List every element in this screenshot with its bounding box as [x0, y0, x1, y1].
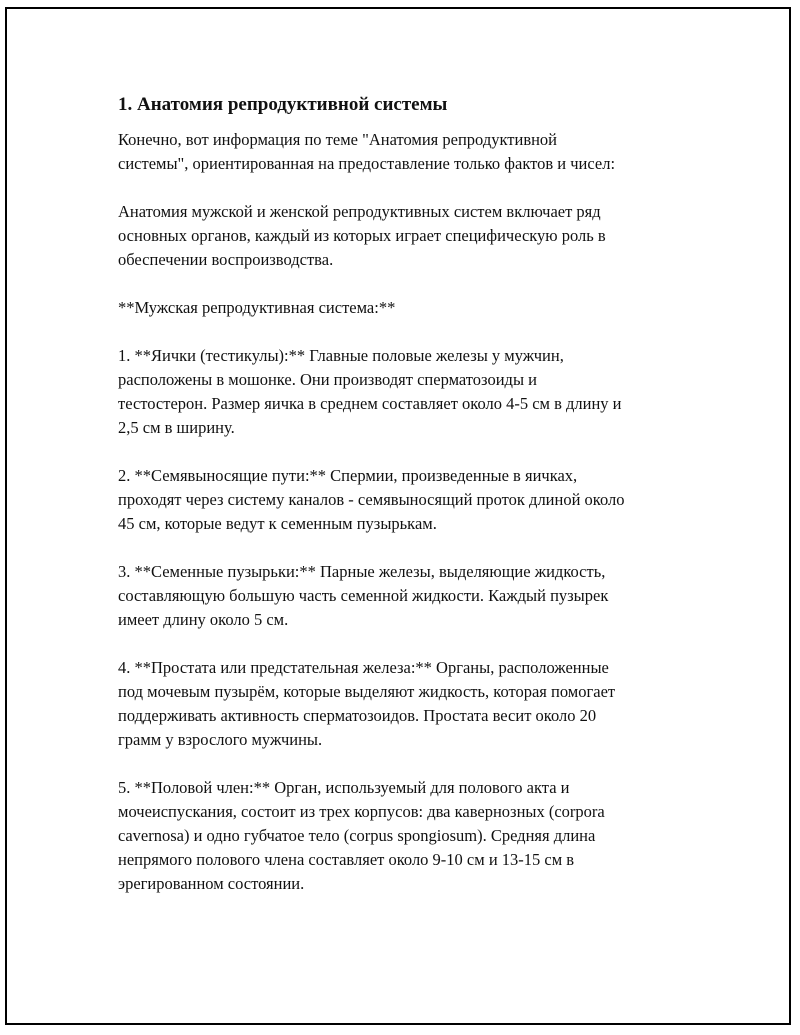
list-item-seminal-vesicles: 3. **Семенные пузырьки:** Парные железы, выделяющие жидкость, составляющую большую часть семенной жидкости. Каждый пузырек имеет длину около 5 см.: [118, 562, 609, 629]
list-item-prostate: 4. **Простата или предстательная железа:** Органы, расположенные под мочевым пузырём, которые выделяют жидкость, которая помогает поддерживать активность сперматозоидов. Простата весит около 20 грамм у взрослого мужчины.: [118, 658, 616, 749]
list-item-penis: 5. **Половой член:** Орган, используемый для полового акта и мочеиспускания, состоит из трех корпусов: два кавернозных (corpora cavernosa) и одно губчатое тело (corpus spongiosum). Средняя длина непрямого полового члена составляет около 9-10 см и 13-15 см в эрегированном состоянии.: [118, 778, 605, 893]
section-heading-male-system: **Мужская репродуктивная система:**: [118, 298, 396, 317]
overview-paragraph: Анатомия мужской и женской репродуктивных систем включает ряд основных органов, каждый из которых играет специфическую роль в обеспечении воспроизводства.: [118, 202, 606, 269]
list-item-vas-deferens: 2. **Семявыносящие пути:** Спермии, произведенные в яичках, проходят через систему каналов - семявыносящий проток длиной около 45 см, которые ведут к семенным пузырькам.: [118, 466, 625, 533]
document-title: 1. Анатомия репродуктивной системы: [118, 94, 448, 115]
document-body: [118, 92, 698, 920]
list-item-testicles: 1. **Яички (тестикулы):** Главные половые железы у мужчин, расположены в мошонке. Они производят сперматозоиды и тестостерон. Размер яичка в среднем составляет около 4-5 см в длину и 2,5 см в ширину.: [118, 346, 622, 437]
intro-paragraph: Конечно, вот информация по теме "Анатомия репродуктивной системы", ориентированная на предоставление только фактов и чисел:: [118, 130, 616, 173]
